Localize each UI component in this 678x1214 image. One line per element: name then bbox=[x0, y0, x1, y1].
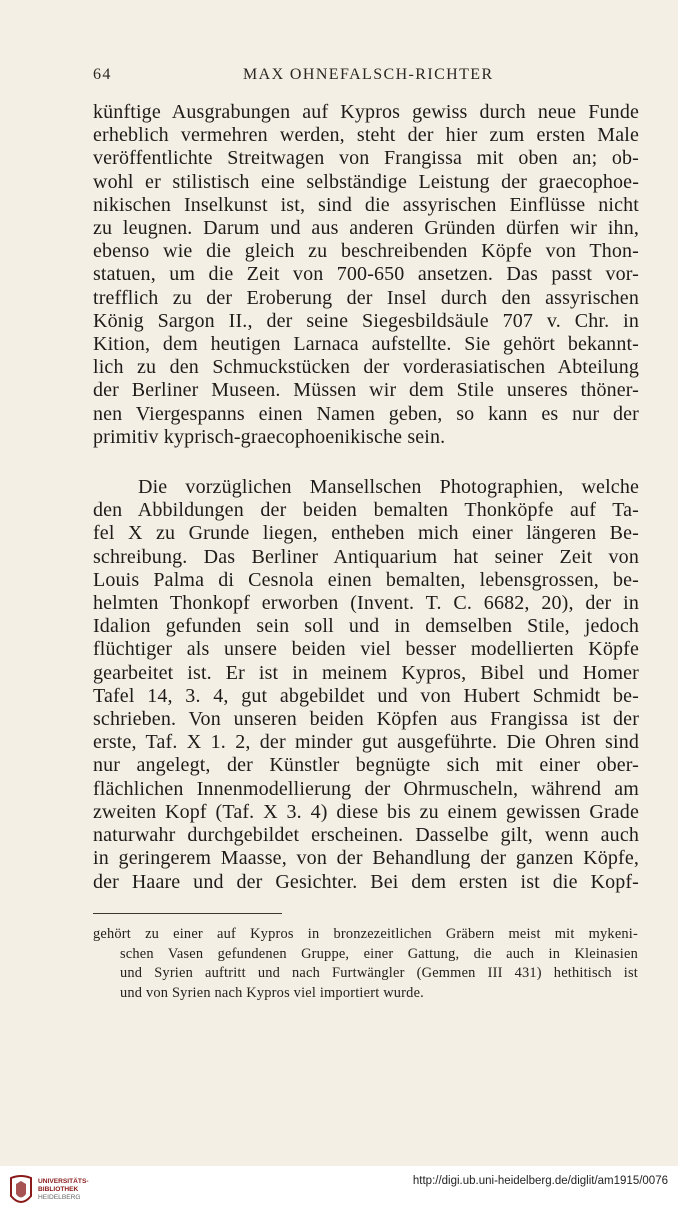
text-line: Louis Palma di Cesnola einen bemalten, lebensgrossen, be- bbox=[93, 568, 639, 591]
text-line: trefflich zu der Eroberung der Insel durch den assyrischen bbox=[93, 286, 639, 309]
text-line: Die vorzüglichen Mansellschen Photographien, welche bbox=[138, 476, 639, 499]
text-line: primitiv kyprisch-graecophoenikische sein. bbox=[93, 425, 446, 448]
page-header bbox=[93, 66, 639, 88]
library-name bbox=[38, 1178, 89, 1202]
text-line: veröffentlichte Streitwagen von Frangissa mit oben an; ob- bbox=[93, 147, 639, 170]
permalink-url[interactable]: http://digi.ub.uni-heidelberg.de/diglit/am1915/0076 bbox=[412, 1175, 668, 1187]
paragraph-gap bbox=[93, 449, 639, 476]
text-line: flüchtiger als unsere beiden viel besser modellierten Köpfe bbox=[93, 638, 639, 661]
text-line: ebenso wie die gleich zu beschreibenden Köpfe von Thon- bbox=[93, 240, 639, 263]
logo-line-2: BIBLIOTHEK bbox=[38, 1186, 79, 1193]
text-line: nen Viergespanns einen Namen geben, so kann es nur der bbox=[93, 402, 639, 425]
text-line: Tafel 14, 3. 4, gut abgebildet und von Hubert Schmidt be- bbox=[93, 684, 639, 707]
text-line: künftige Ausgrabungen auf Kypros gewiss durch neue Funde bbox=[93, 101, 639, 123]
body-text bbox=[93, 101, 639, 894]
footnote-line: schen Vasen gefundenen Gruppe, einer Gattung, die auch in Kleinasien bbox=[120, 945, 638, 962]
text-line: helmten Thonkopf erworben (Invent. T. C. 6682, 20), der in bbox=[93, 592, 639, 615]
footnote-line: gehört zu einer auf Kypros in bronzezeitlichen Gräbern meist mit mykeni- bbox=[93, 926, 638, 942]
text-line: naturwahr durchgebildet erscheinen. Dasselbe gilt, wenn auch bbox=[93, 824, 639, 847]
text-line: Kition, dem heutigen Larnaca aufstellte. Sie gehört bekannt- bbox=[93, 333, 639, 356]
running-title: MAX OHNEFALSCH-RICHTER bbox=[243, 66, 494, 83]
text-line: statuen, um die Zeit von 700-650 ansetzen. Das passt vor- bbox=[93, 263, 639, 286]
text-line: wohl er stilistisch eine selbständige Leistung der graecophoe- bbox=[93, 170, 639, 193]
text-line: nur angelegt, der Künstler begnügte sich mit einer ober- bbox=[93, 754, 639, 777]
logo-line-3: HEIDELBERG bbox=[38, 1194, 81, 1201]
text-line: König Sargon II., der seine Siegesbildsäule 707 v. Chr. in bbox=[93, 309, 639, 332]
text-line: in geringerem Maasse, von der Behandlung der ganzen Köpfe, bbox=[93, 847, 639, 870]
text-line: erheblich vermehren werden, steht der hier zum ersten Male bbox=[93, 124, 639, 147]
footnote-rule bbox=[93, 913, 282, 914]
text-line: der Haare und der Gesichter. Bei dem ersten ist die Kopf- bbox=[93, 870, 639, 893]
logo-line-1: UNIVERSITÄTS- bbox=[38, 1178, 89, 1185]
text-line: flächlichen Innenmodellierung der Ohrmuscheln, während am bbox=[93, 777, 639, 800]
text-line: schrieben. Von unseren beiden Köpfen aus Frangissa ist der bbox=[93, 708, 639, 731]
text-line: Idalion gefunden sein soll und in demselben Stile, jedoch bbox=[93, 615, 639, 638]
text-line: nikischen Inselkunst ist, sind die assyrischen Einflüsse nicht bbox=[93, 193, 639, 216]
text-line: zweiten Kopf (Taf. X 3. 4) diese bis zu einem gewissen Grade bbox=[93, 800, 639, 823]
page-number: 64 bbox=[93, 66, 112, 83]
text-line: zu leugnen. Darum und aus anderen Gründen dürfen wir ihn, bbox=[93, 217, 639, 240]
library-seal-icon bbox=[8, 1174, 34, 1208]
footnote bbox=[93, 925, 638, 1003]
text-line: schreibung. Das Berliner Antiquarium hat seiner Zeit von bbox=[93, 545, 639, 568]
text-line: der Berliner Museen. Müssen wir dem Stile unseres thöner- bbox=[93, 379, 639, 402]
footnote-line: und von Syrien nach Kypros viel importiert wurde. bbox=[120, 984, 424, 1001]
footnote-line: und Syrien auftritt und nach Furtwängler (Gemmen III 431) hethitisch ist bbox=[120, 965, 638, 982]
library-logo[interactable] bbox=[8, 1174, 108, 1210]
text-line: den Abbildungen der beiden bemalten Thonköpfe auf Ta- bbox=[93, 499, 639, 522]
text-line: fel X zu Grunde liegen, entheben mich einer längeren Be- bbox=[93, 522, 639, 545]
text-line: lich zu den Schmuckstücken der vorderasiatischen Abteilung bbox=[93, 356, 639, 379]
text-line: erste, Taf. X 1. 2, der minder gut ausgeführte. Die Ohren sind bbox=[93, 731, 639, 754]
text-line: gearbeitet ist. Er ist in meinem Kypros, Bibel und Homer bbox=[93, 661, 639, 684]
